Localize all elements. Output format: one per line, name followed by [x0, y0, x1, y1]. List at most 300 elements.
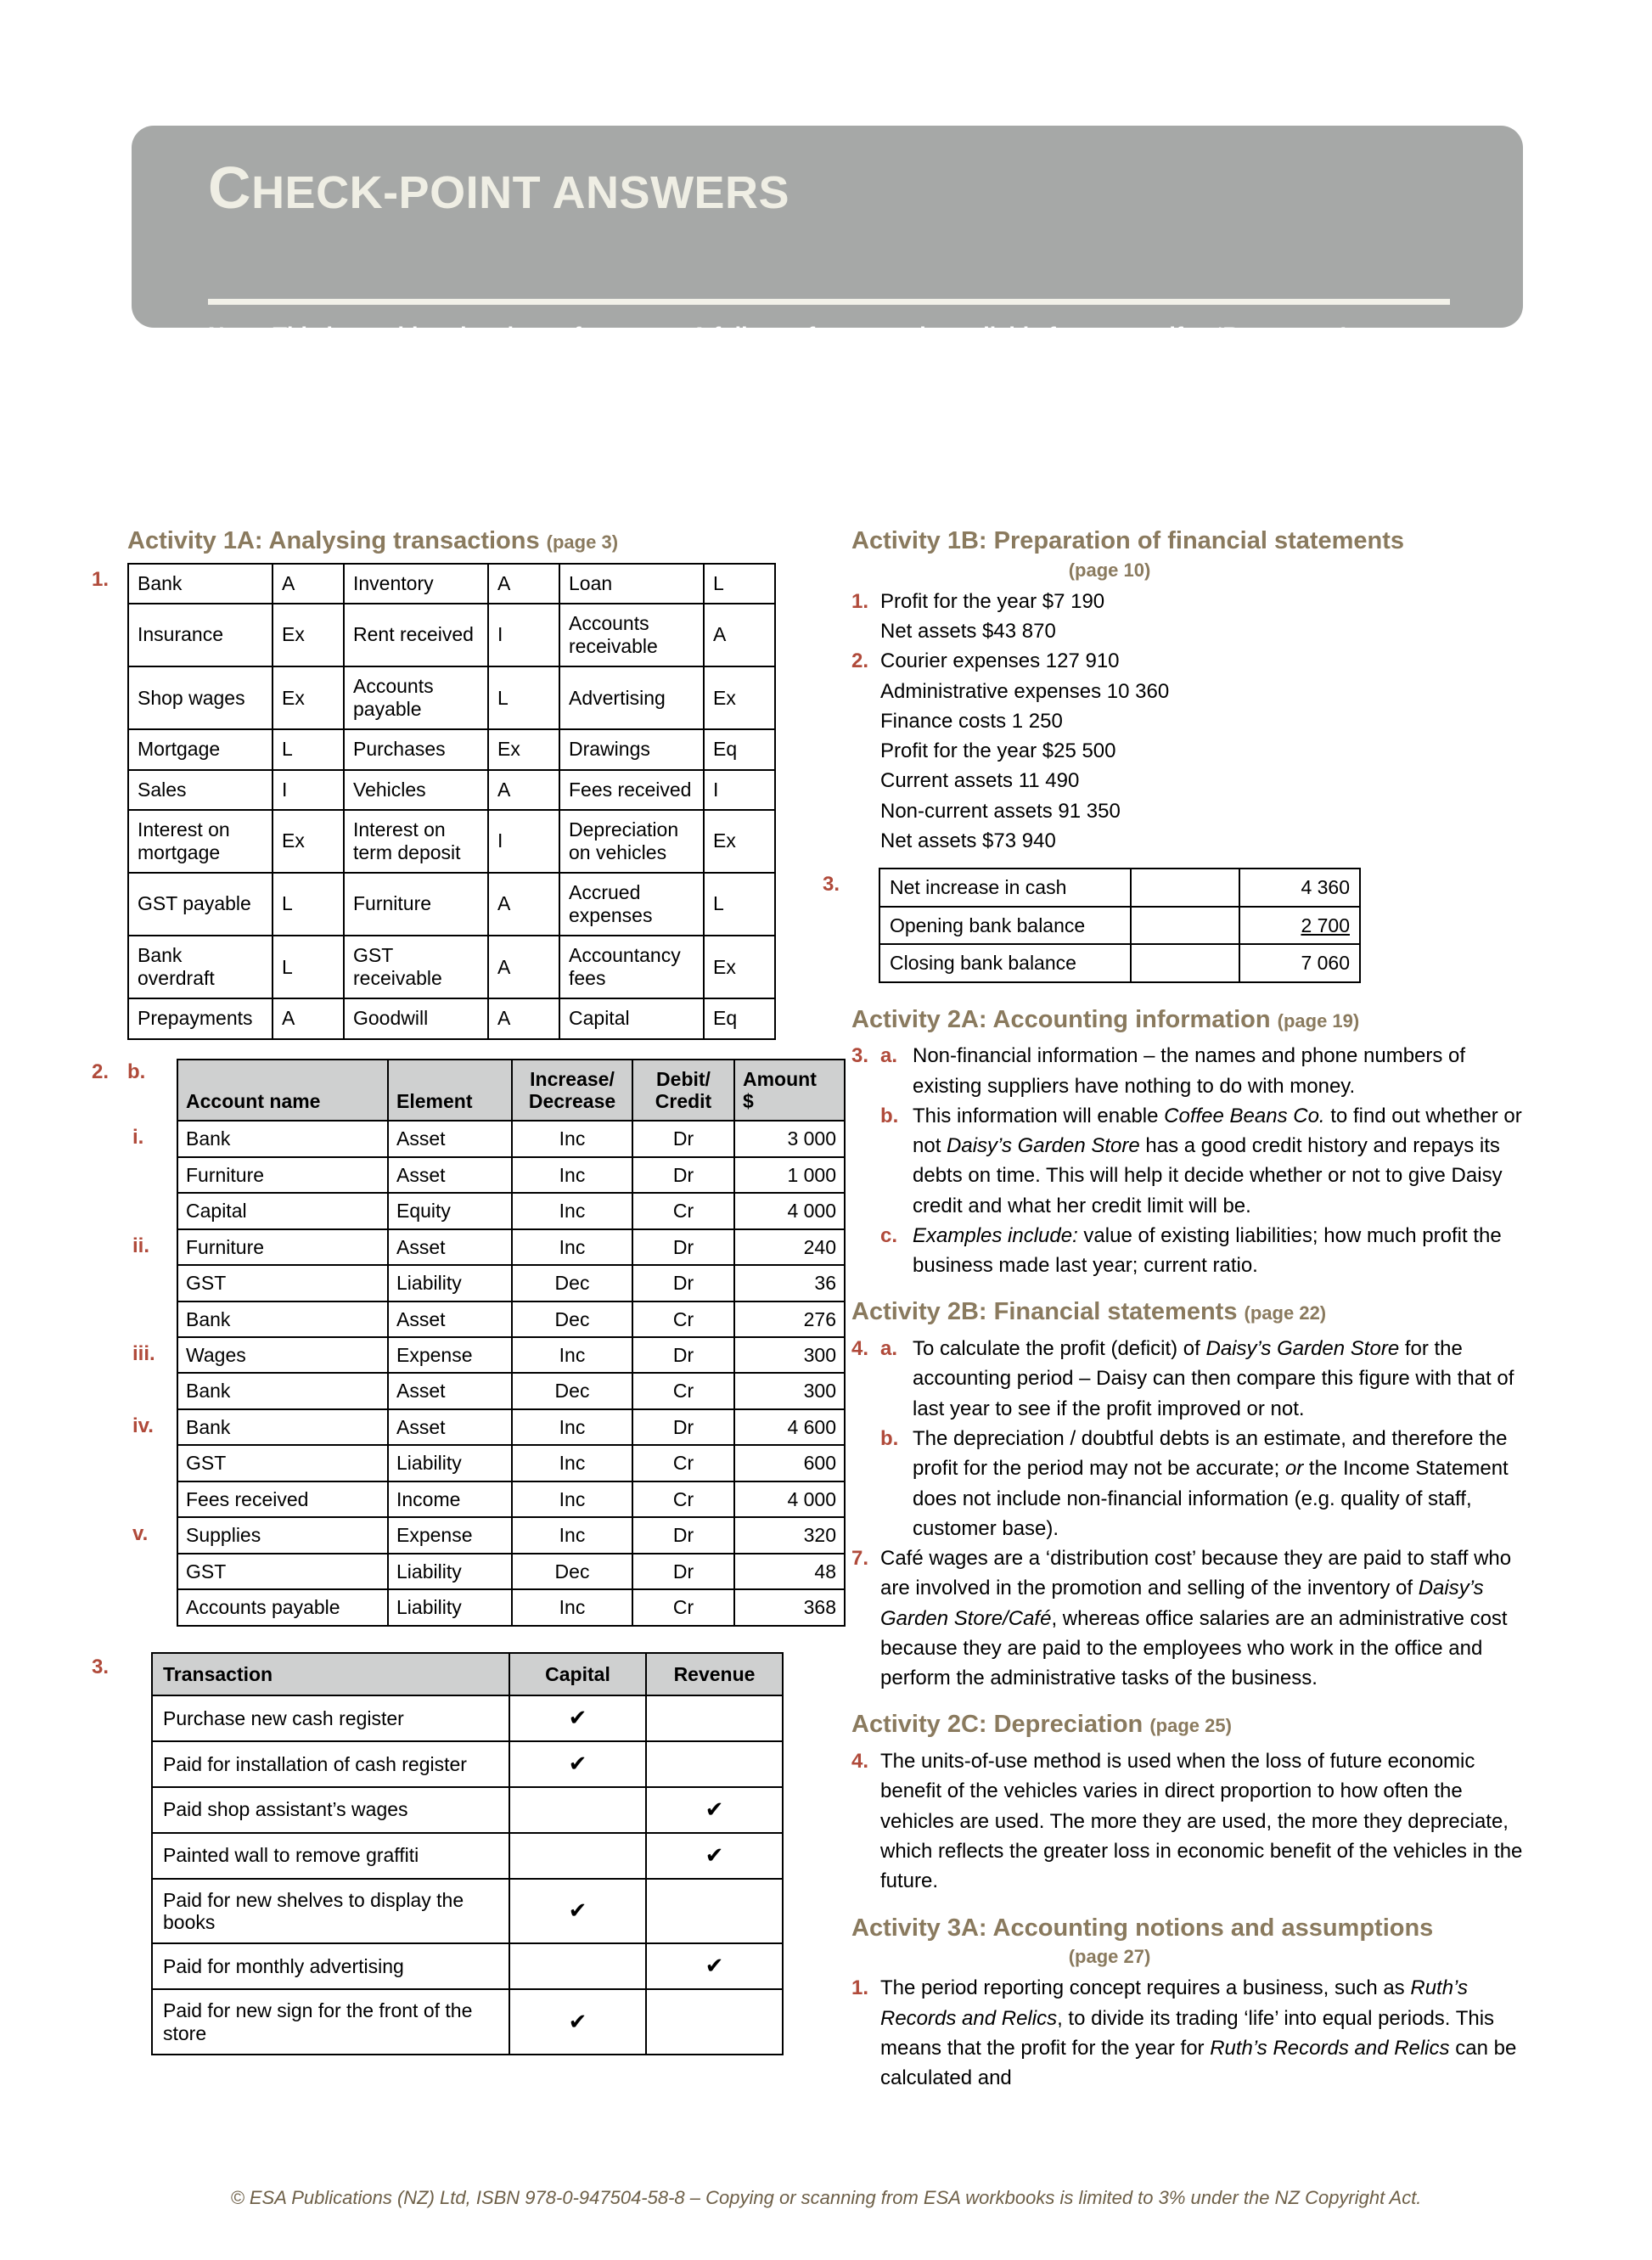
answer-marker	[851, 796, 880, 826]
capital-tick-cell	[509, 1833, 646, 1879]
question-3-number: 3.	[92, 1655, 110, 1678]
answer-number	[851, 1424, 880, 1543]
answer-letter: a.	[880, 1337, 898, 1361]
activity-2a-answer-line	[851, 1041, 1529, 1101]
account-name-cell: Capital	[559, 998, 704, 1038]
element-code-cell: I	[273, 770, 344, 810]
element-code-cell: Eq	[704, 998, 775, 1038]
question-1b-3-number: 3.	[823, 873, 840, 897]
activity-2c-title: Activity 2C: Depreciation	[851, 1711, 1143, 1739]
ledger-entries-table	[177, 1059, 846, 1627]
element-cell: Asset	[388, 1409, 512, 1445]
drcr-cell: Dr	[632, 1121, 734, 1156]
incdec-cell: Inc	[512, 1481, 632, 1517]
table-row	[177, 1265, 845, 1301]
activity-2c-answer-line	[851, 1746, 1529, 1896]
element-code-cell: Ex	[704, 666, 775, 729]
answer-number: 3.	[851, 1044, 869, 1068]
element-cell: Asset	[388, 1157, 512, 1193]
element-code-cell: A	[488, 564, 559, 604]
revenue-tick-cell	[646, 1879, 783, 1944]
account-cell: Accounts payable	[177, 1589, 388, 1625]
answer-text: Administrative expenses 10 360	[880, 679, 1170, 703]
answer-text: Non-financial information – the names and phone numbers of existing suppliers have nothing to do with money.	[913, 1044, 1466, 1098]
incdec-cell: Dec	[512, 1265, 632, 1301]
table-row	[177, 1337, 845, 1373]
incdec-cell: Inc	[512, 1121, 632, 1156]
capital-tick-cell	[509, 1943, 646, 1989]
activity-1b-answer-line	[851, 616, 1529, 646]
table-row	[177, 1481, 845, 1517]
element-code-cell: Ex	[273, 810, 344, 873]
activity-2c-page: (page 25)	[1149, 1715, 1232, 1737]
roman-numeral-label: iv.	[132, 1414, 154, 1437]
table-row	[177, 1373, 845, 1408]
activity-2c-heading	[851, 1710, 1529, 1740]
element-code-cell: Eq	[704, 729, 775, 769]
account-name-cell: Accrued expenses	[559, 873, 704, 936]
element-code-cell: I	[704, 770, 775, 810]
drcr-cell: Dr	[632, 1409, 734, 1445]
amount-cell: 240	[734, 1229, 845, 1265]
table-row	[152, 1943, 783, 1989]
activity-2a-answers	[851, 1041, 1529, 1280]
element-code-cell: A	[273, 998, 344, 1038]
element-cell: Expense	[388, 1337, 512, 1373]
amount-cell: 368	[734, 1589, 845, 1625]
table-row	[177, 1121, 845, 1156]
cash-value-cell: 7 060	[1239, 944, 1360, 981]
answer-marker: 4.	[851, 1750, 869, 1774]
incdec-cell: Inc	[512, 1337, 632, 1373]
answer-text: Finance costs 1 250	[880, 709, 1063, 733]
answer-text: Net assets $43 870	[880, 620, 1056, 644]
account-name-cell: GST receivable	[344, 936, 488, 998]
amount-cell: 4 600	[734, 1409, 845, 1445]
incdec-cell: Inc	[512, 1589, 632, 1625]
account-name-cell: GST payable	[128, 873, 273, 936]
account-name-cell: Interest on term deposit	[344, 810, 488, 873]
revenue-tick-cell: ✔	[646, 1787, 783, 1833]
account-cell: Capital	[177, 1193, 388, 1228]
copyright-footer: © ESA Publications (NZ) Ltd, ISBN 978-0-947504-58-8 – Copying or scanning from ESA workbooks is limited to 3% under the NZ Copyright Act.	[230, 2187, 1422, 2208]
page-title	[208, 155, 1464, 221]
incdec-cell: Dec	[512, 1554, 632, 1589]
ledger-header-row	[177, 1060, 845, 1122]
activity-2b-answer-line	[851, 1334, 1529, 1424]
page-title-dropcap: C	[208, 155, 252, 221]
amount-cell: 300	[734, 1373, 845, 1408]
account-name-cell: Purchases	[344, 729, 488, 769]
drcr-cell: Dr	[632, 1229, 734, 1265]
banner-note: Note: This is an abbreviated set of answers. A full set of answers is available free as a pdf at ‘Resources’ at www.esa.co.nz and as a printed booklet for purchase.	[208, 323, 1372, 381]
table-row	[177, 1589, 845, 1625]
element-code-cell: L	[704, 564, 775, 604]
element-cell: Asset	[388, 1121, 512, 1156]
element-cell: Asset	[388, 1373, 512, 1408]
incdec-cell: Inc	[512, 1157, 632, 1193]
activity-3a-heading	[851, 1914, 1529, 1943]
revenue-tick-cell	[646, 1989, 783, 2055]
caprev-header-row	[152, 1653, 783, 1695]
table-row	[177, 1301, 845, 1337]
table-row	[128, 770, 775, 810]
account-name-cell: Shop wages	[128, 666, 273, 729]
account-cell: Furniture	[177, 1229, 388, 1265]
answer-text: Net assets $73 940	[880, 829, 1056, 852]
amount-cell: 276	[734, 1301, 845, 1337]
account-name-cell: Rent received	[344, 604, 488, 666]
activity-1b-answers	[851, 587, 1529, 856]
table-row	[879, 907, 1360, 944]
amount-cell: 320	[734, 1517, 845, 1553]
cash-blank-cell	[1131, 907, 1239, 944]
left-column	[92, 526, 836, 2055]
cash-table-body	[879, 869, 1360, 981]
answer-text: Profit for the year $25 500	[880, 739, 1116, 763]
table-row	[128, 936, 775, 998]
roman-numeral-label: iii.	[132, 1342, 155, 1366]
col-revenue: Revenue	[646, 1653, 783, 1695]
account-elements-body	[128, 564, 775, 1039]
amount-cell: 3 000	[734, 1121, 845, 1156]
transaction-cell: Paid for new shelves to display the books	[152, 1879, 509, 1944]
answer-marker	[851, 616, 880, 646]
capital-tick-cell: ✔	[509, 1695, 646, 1741]
caprev-table-body	[152, 1695, 783, 2055]
col-increase-decrease: Increase/ Decrease	[512, 1060, 632, 1122]
activity-2a-answer-line	[851, 1221, 1529, 1281]
table-row	[128, 873, 775, 936]
answer-text: Non-current assets 91 350	[880, 799, 1121, 823]
table-row	[152, 1787, 783, 1833]
element-code-cell: L	[273, 729, 344, 769]
activity-3a-page: (page 27)	[1068, 1946, 1151, 1968]
incdec-cell: Inc	[512, 1445, 632, 1481]
answer-marker: 1.	[851, 1976, 869, 2000]
activity-2b-page: (page 22)	[1244, 1302, 1327, 1324]
table-row	[152, 1833, 783, 1879]
activity-2a-page: (page 19)	[1277, 1009, 1360, 1032]
element-cell: Liability	[388, 1554, 512, 1589]
activity-1b-answer-line	[851, 766, 1529, 795]
answer-number	[851, 1101, 880, 1221]
account-name-cell: Bank overdraft	[128, 936, 273, 998]
activity-2b-heading	[851, 1297, 1529, 1327]
activity-1b-heading	[851, 526, 1529, 556]
account-name-cell: Furniture	[344, 873, 488, 936]
account-cell: Supplies	[177, 1517, 388, 1553]
elements-table-wrap	[92, 563, 806, 1040]
answer-text: The units-of-use method is used when the loss of future economic benefit of the vehicles varies in direct proportion to how often the vehicles are used. The more they are used, the more they depreciate, which reflects the greater loss in economic benefit of the vehicles in the future.	[880, 1750, 1523, 1893]
answer-number: 4.	[851, 1337, 869, 1361]
capital-tick-cell: ✔	[509, 1741, 646, 1787]
activity-1b-answer-line	[851, 646, 1529, 676]
drcr-cell: Dr	[632, 1157, 734, 1193]
incdec-cell: Dec	[512, 1301, 632, 1337]
answer-marker: 2.	[851, 649, 869, 673]
answer-marker	[851, 766, 880, 795]
drcr-cell: Dr	[632, 1337, 734, 1373]
activity-1b-title: Activity 1B: Preparation of financial statements	[851, 527, 1405, 554]
table-row	[879, 869, 1360, 906]
account-name-cell: Insurance	[128, 604, 273, 666]
answer-marker: 1.	[851, 589, 869, 613]
element-code-cell: A	[704, 604, 775, 666]
answer-number	[851, 1221, 880, 1281]
cash-blank-cell	[1131, 944, 1239, 981]
page-title-rest: HECK-POINT ANSWERS	[251, 167, 790, 218]
drcr-cell: Cr	[632, 1589, 734, 1625]
answer-text: Café wages are a ‘distribution cost’ because they are paid to staff who are involved in the promotion and selling of the inventory of Daisy’s Garden Store/Café, whereas office salaries are an administrative cost because they are paid to the employees who work in the office and perform the administrative tasks of the business.	[880, 1547, 1512, 1690]
activity-2b-answer-line	[851, 1424, 1529, 1543]
table-row	[128, 666, 775, 729]
answer-text: Examples include: value of existing liabilities; how much profit the business made last year; current ratio.	[913, 1223, 1502, 1278]
activity-1a-title: Activity 1A: Analysing transactions	[127, 527, 540, 554]
account-cell: GST	[177, 1445, 388, 1481]
activity-2b-answers	[851, 1334, 1529, 1693]
cash-value-cell: 4 360	[1239, 869, 1360, 906]
drcr-cell: Cr	[632, 1301, 734, 1337]
revenue-tick-cell: ✔	[646, 1943, 783, 1989]
account-name-cell: Accountancy fees	[559, 936, 704, 998]
activity-1b-answer-line	[851, 587, 1529, 616]
element-cell: Asset	[388, 1229, 512, 1265]
activity-1b-answer-line	[851, 796, 1529, 826]
revenue-tick-cell	[646, 1695, 783, 1741]
question-1-number: 1.	[92, 567, 110, 591]
element-code-cell: I	[488, 604, 559, 666]
account-name-cell: Depreciation on vehicles	[559, 810, 704, 873]
element-code-cell: Ex	[704, 936, 775, 998]
incdec-cell: Inc	[512, 1193, 632, 1228]
activity-2b-title: Activity 2B: Financial statements	[851, 1298, 1238, 1326]
account-cell: Bank	[177, 1373, 388, 1408]
answer-text: This information will enable Coffee Beans Co. to find out whether or not Daisy’s Garden Store has a good credit history and repays its debts on time. This will help it decide whether or not to give Daisy credit and what her credit limit will be.	[913, 1104, 1522, 1217]
cash-label-cell: Opening bank balance	[879, 907, 1131, 944]
amount-cell: 300	[734, 1337, 845, 1373]
element-code-cell: A	[488, 873, 559, 936]
element-code-cell: Ex	[488, 729, 559, 769]
cash-value-cell	[1239, 907, 1360, 944]
account-name-cell: Vehicles	[344, 770, 488, 810]
capital-tick-cell	[509, 1787, 646, 1833]
amount-cell: 4 000	[734, 1481, 845, 1517]
revenue-tick-cell: ✔	[646, 1833, 783, 1879]
table-row	[128, 604, 775, 666]
element-cell: Income	[388, 1481, 512, 1517]
caprev-table-head	[152, 1653, 783, 1695]
incdec-cell: Dec	[512, 1373, 632, 1408]
table-row	[177, 1554, 845, 1589]
answer-marker	[851, 826, 880, 856]
account-cell: Bank	[177, 1121, 388, 1156]
incdec-cell: Inc	[512, 1517, 632, 1553]
table-row	[177, 1229, 845, 1265]
ledger-table-head	[177, 1060, 845, 1122]
revenue-tick-cell	[646, 1741, 783, 1787]
caprev-table-wrap	[92, 1652, 806, 2056]
element-code-cell: L	[488, 666, 559, 729]
incdec-cell: Inc	[512, 1229, 632, 1265]
transaction-cell: Painted wall to remove graffiti	[152, 1833, 509, 1879]
activity-3a-title: Activity 3A: Accounting notions and assumptions	[851, 1914, 1434, 1942]
cash-table-wrap	[823, 868, 1529, 982]
element-code-cell: A	[488, 936, 559, 998]
table-row	[177, 1157, 845, 1193]
drcr-cell: Dr	[632, 1265, 734, 1301]
table-row	[128, 564, 775, 604]
table-row	[177, 1517, 845, 1553]
answer-marker	[851, 706, 880, 736]
activity-1b-answer-line	[851, 677, 1529, 706]
capital-tick-cell: ✔	[509, 1879, 646, 1944]
element-code-cell: L	[273, 936, 344, 998]
account-name-cell: Accounts payable	[344, 666, 488, 729]
drcr-cell: Cr	[632, 1481, 734, 1517]
col-element: Element	[388, 1060, 512, 1122]
transaction-cell: Paid shop assistant’s wages	[152, 1787, 509, 1833]
amount-cell: 4 000	[734, 1193, 845, 1228]
drcr-cell: Dr	[632, 1517, 734, 1553]
account-name-cell: Drawings	[559, 729, 704, 769]
account-elements-table	[127, 563, 776, 1040]
activity-2a-answer-line	[851, 1101, 1529, 1221]
element-cell: Liability	[388, 1265, 512, 1301]
element-code-cell: Ex	[273, 604, 344, 666]
table-row	[177, 1409, 845, 1445]
account-name-cell: Inventory	[344, 564, 488, 604]
activity-1a-heading	[127, 526, 806, 556]
answer-text: To calculate the profit (deficit) of Daisy’s Garden Store for the accounting period – Daisy can then compare this figure with that of last year to see if the profit improved or not.	[913, 1337, 1514, 1420]
page-header-banner	[132, 126, 1523, 381]
table-row	[128, 998, 775, 1038]
element-cell: Expense	[388, 1517, 512, 1553]
activity-3a-answers	[851, 1973, 1529, 2093]
table-row	[152, 1741, 783, 1787]
account-cell: Wages	[177, 1337, 388, 1373]
element-cell: Asset	[388, 1301, 512, 1337]
transaction-cell: Purchase new cash register	[152, 1695, 509, 1741]
capital-revenue-table	[151, 1652, 784, 2056]
question-2-letter: b.	[127, 1060, 146, 1083]
element-code-cell: Ex	[273, 666, 344, 729]
activity-1b-page: (page 10)	[1068, 559, 1151, 581]
activity-2b-answer-line	[851, 1543, 1529, 1693]
capital-tick-cell: ✔	[509, 1989, 646, 2055]
element-code-cell: L	[704, 873, 775, 936]
transaction-cell: Paid for monthly advertising	[152, 1943, 509, 1989]
activity-3a-answer-line	[851, 1973, 1529, 2093]
answer-letter: b.	[880, 1427, 899, 1451]
activity-1a-page: (page 3)	[546, 531, 619, 553]
answer-marker	[851, 736, 880, 766]
underlined-value: 2 700	[1301, 914, 1350, 936]
banner-divider	[208, 299, 1450, 305]
roman-numeral-label: i.	[132, 1126, 144, 1150]
account-name-cell: Advertising	[559, 666, 704, 729]
account-name-cell: Loan	[559, 564, 704, 604]
account-cell: Bank	[177, 1301, 388, 1337]
element-code-cell: L	[273, 873, 344, 936]
cash-label-cell: Closing bank balance	[879, 944, 1131, 981]
ledger-table-wrap	[92, 1059, 836, 1627]
table-row	[879, 944, 1360, 981]
account-name-cell: Bank	[128, 564, 273, 604]
answer-marker: 7.	[851, 1547, 869, 1571]
element-cell: Liability	[388, 1589, 512, 1625]
table-row	[152, 1695, 783, 1741]
answer-letter: c.	[880, 1223, 898, 1247]
col-transaction: Transaction	[152, 1653, 509, 1695]
table-row	[128, 729, 775, 769]
table-row	[152, 1879, 783, 1944]
transaction-cell: Paid for installation of cash register	[152, 1741, 509, 1787]
account-cell: Furniture	[177, 1157, 388, 1193]
col-account-name: Account name	[177, 1060, 388, 1122]
account-cell: GST	[177, 1554, 388, 1589]
element-cell: Liability	[388, 1445, 512, 1481]
element-code-cell: A	[273, 564, 344, 604]
table-row	[177, 1445, 845, 1481]
amount-cell: 36	[734, 1265, 845, 1301]
col-capital: Capital	[509, 1653, 646, 1695]
activity-1b-answer-line	[851, 706, 1529, 736]
cash-summary-table	[879, 868, 1361, 982]
element-code-cell: A	[488, 770, 559, 810]
question-2-number: 2.	[92, 1060, 110, 1083]
drcr-cell: Cr	[632, 1373, 734, 1408]
element-code-cell: A	[488, 998, 559, 1038]
account-name-cell: Goodwill	[344, 998, 488, 1038]
answer-letter: b.	[880, 1104, 899, 1127]
amount-cell: 600	[734, 1445, 845, 1481]
activity-1b-answer-line	[851, 826, 1529, 856]
account-name-cell: Accounts receivable	[559, 604, 704, 666]
element-code-cell: Ex	[704, 810, 775, 873]
cash-blank-cell	[1131, 869, 1239, 906]
account-cell: Fees received	[177, 1481, 388, 1517]
answer-letter: a.	[880, 1044, 898, 1068]
incdec-cell: Inc	[512, 1409, 632, 1445]
ledger-table-body	[177, 1121, 845, 1625]
roman-numeral-label: v.	[132, 1522, 149, 1546]
cash-label-cell: Net increase in cash	[879, 869, 1131, 906]
activity-2c-answers	[851, 1746, 1529, 1896]
account-name-cell: Sales	[128, 770, 273, 810]
element-code-cell: I	[488, 810, 559, 873]
account-name-cell: Prepayments	[128, 998, 273, 1038]
table-row	[152, 1989, 783, 2055]
col-debit-credit: Debit/ Credit	[632, 1060, 734, 1122]
drcr-cell: Cr	[632, 1193, 734, 1228]
col-amount: Amount $	[734, 1060, 845, 1122]
account-name-cell: Interest on mortgage	[128, 810, 273, 873]
roman-numeral-label: ii.	[132, 1234, 150, 1257]
answer-text: Current assets 11 490	[880, 769, 1080, 793]
answer-text: Courier expenses 127 910	[880, 649, 1120, 673]
element-cell: Equity	[388, 1193, 512, 1228]
answer-marker	[851, 677, 880, 706]
amount-cell: 1 000	[734, 1157, 845, 1193]
account-cell: Bank	[177, 1409, 388, 1445]
answer-text: The period reporting concept requires a business, such as Ruth’s Records and Relics, to divide its trading ‘life’ into equal periods. This means that the profit for the year for Ruth’s Records and Relics can be calculated and	[880, 1976, 1517, 2090]
amount-cell: 48	[734, 1554, 845, 1589]
answer-text: The depreciation / doubtful debts is an estimate, and therefore the profit for the period may not be accurate; or the Income Statement does not include non-financial information (e.g. quality of staff, customer base).	[913, 1427, 1509, 1540]
table-row	[177, 1193, 845, 1228]
activity-1b-answer-line	[851, 736, 1529, 766]
account-name-cell: Fees received	[559, 770, 704, 810]
